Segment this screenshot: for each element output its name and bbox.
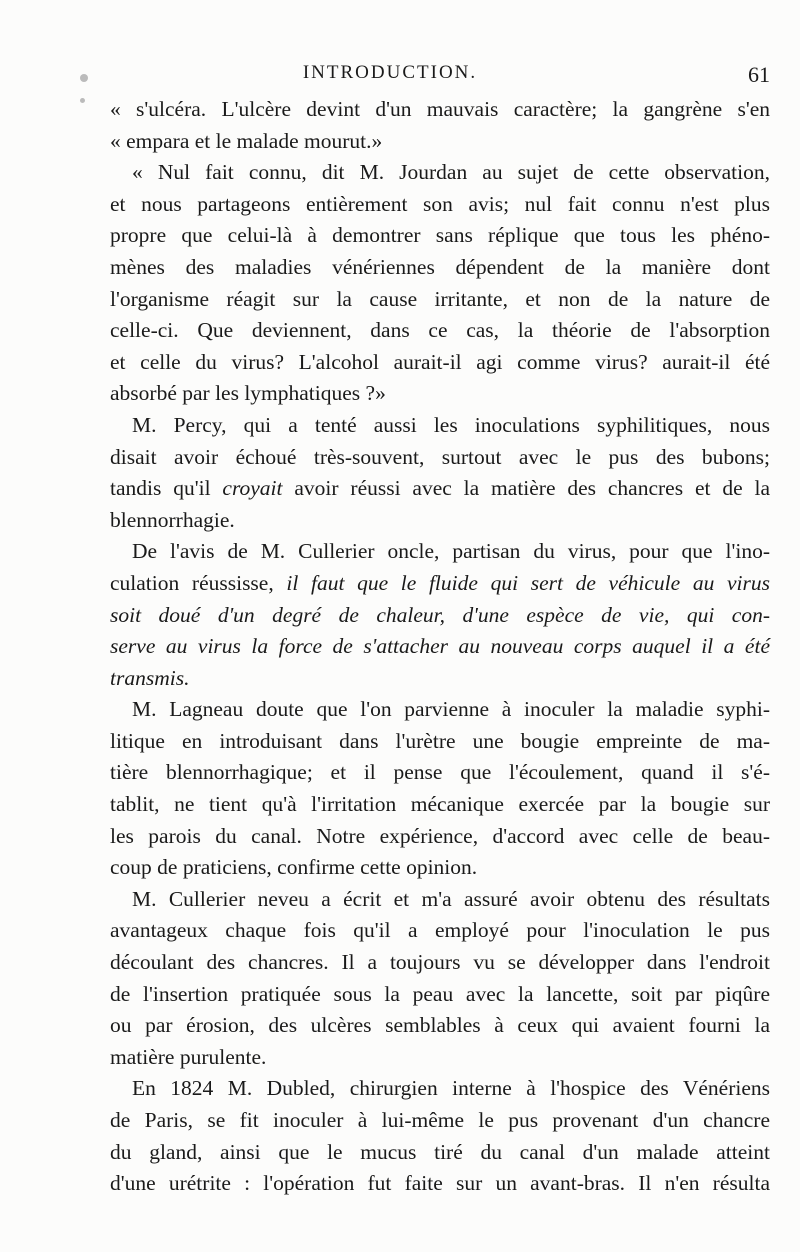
running-title: INTRODUCTION. (302, 62, 478, 83)
text-line: matière purulente. (110, 1044, 267, 1069)
text-line: avantageux chaque fois qu'il a employé pour l'inoculation le pus (110, 918, 770, 943)
text-line: tandis qu'il croyait avoir réussi avec la matière des chancres et de la (110, 476, 770, 501)
text-line: blennorrhagie. (110, 507, 235, 532)
text-line: absorbé par les lymphatiques ?» (110, 381, 386, 406)
text-line: soit doué d'un degré de chaleur, d'une espèce de vie, qui con- (110, 602, 770, 627)
text-line: coup de praticiens, confirme cette opinion. (110, 855, 478, 880)
text-line: tière blennorrhagique; et il pense que l'écoulement, quand il s'é- (110, 760, 770, 785)
text-line: du gland, ainsi que le mucus tiré du canal d'un malade atteint (110, 1139, 770, 1164)
text-line: transmis. (110, 665, 190, 690)
running-header (110, 62, 770, 92)
text-line: serve au virus la force de s'attacher au nouveau corps auquel il a été (110, 634, 770, 659)
text-line: De l'avis de M. Cullerier oncle, partisan du virus, pour que l'ino- (132, 539, 770, 564)
text-line: l'organisme réagit sur la cause irritante, et non de la nature de (110, 286, 770, 311)
text-line: d'une urétrite : l'opération fut faite sur un avant-bras. Il n'en résulta (110, 1171, 770, 1196)
text-line: litique en introduisant dans l'urètre une bougie empreinte de ma- (110, 728, 770, 753)
text-line: mènes des maladies vénériennes dépendent de la manière dont (110, 254, 770, 279)
text-line: « empara et le malade mourut.» (110, 128, 383, 153)
text-line: les parois du canal. Notre expérience, d'accord avec celle de beau- (110, 823, 770, 848)
text-line: M. Cullerier neveu a écrit et m'a assuré avoir obtenu des résultats (132, 886, 770, 911)
text-line: celle-ci. Que deviennent, dans ce cas, la théorie de l'absorption (110, 318, 770, 343)
text-line: « s'ulcéra. L'ulcère devint d'un mauvais caractère; la gangrène s'en (110, 97, 770, 121)
text-line: de l'insertion pratiquée sous la peau avec la lancette, soit par piqûre (110, 981, 770, 1006)
text-line: M. Percy, qui a tenté aussi les inoculations syphilitiques, nous (132, 412, 770, 437)
text-line: En 1824 M. Dubled, chirurgien interne à l'hospice des Vénériens (132, 1076, 770, 1101)
text-line: tablit, ne tient qu'à l'irritation mécanique exercée par la bougie sur (110, 792, 770, 817)
paper-speck (80, 74, 88, 82)
text-line: et nous partageons entièrement son avis; nul fait connu n'est plus (110, 191, 770, 216)
text-line: ou par érosion, des ulcères semblables à ceux qui avaient fourni la (110, 1013, 770, 1038)
text-line: propre que celui-là à demontrer sans réplique que tous les phéno- (110, 223, 770, 248)
paper-speck (80, 98, 85, 103)
page-number: 61 (748, 62, 770, 87)
text-line: de Paris, se fit inoculer à lui-même le pus provenant d'un chancre (110, 1108, 770, 1132)
text-line: « Nul fait connu, dit M. Jourdan au sujet de cette observation, (132, 160, 770, 185)
text-line: découlant des chancres. Il a toujours vu se développer dans l'endroit (110, 950, 770, 975)
text-line: M. Lagneau doute que l'on parvienne à inoculer la maladie syphi- (132, 697, 770, 722)
text-line: culation réussisse, il faut que le fluide qui sert de véhicule au virus (110, 570, 770, 595)
body-text (110, 94, 770, 1200)
text-line: et celle du virus? L'alcohol aurait-il agi comme virus? aurait-il été (110, 349, 770, 374)
text-line: disait avoir échoué très-souvent, surtout avec le pus des bubons; (110, 444, 770, 469)
